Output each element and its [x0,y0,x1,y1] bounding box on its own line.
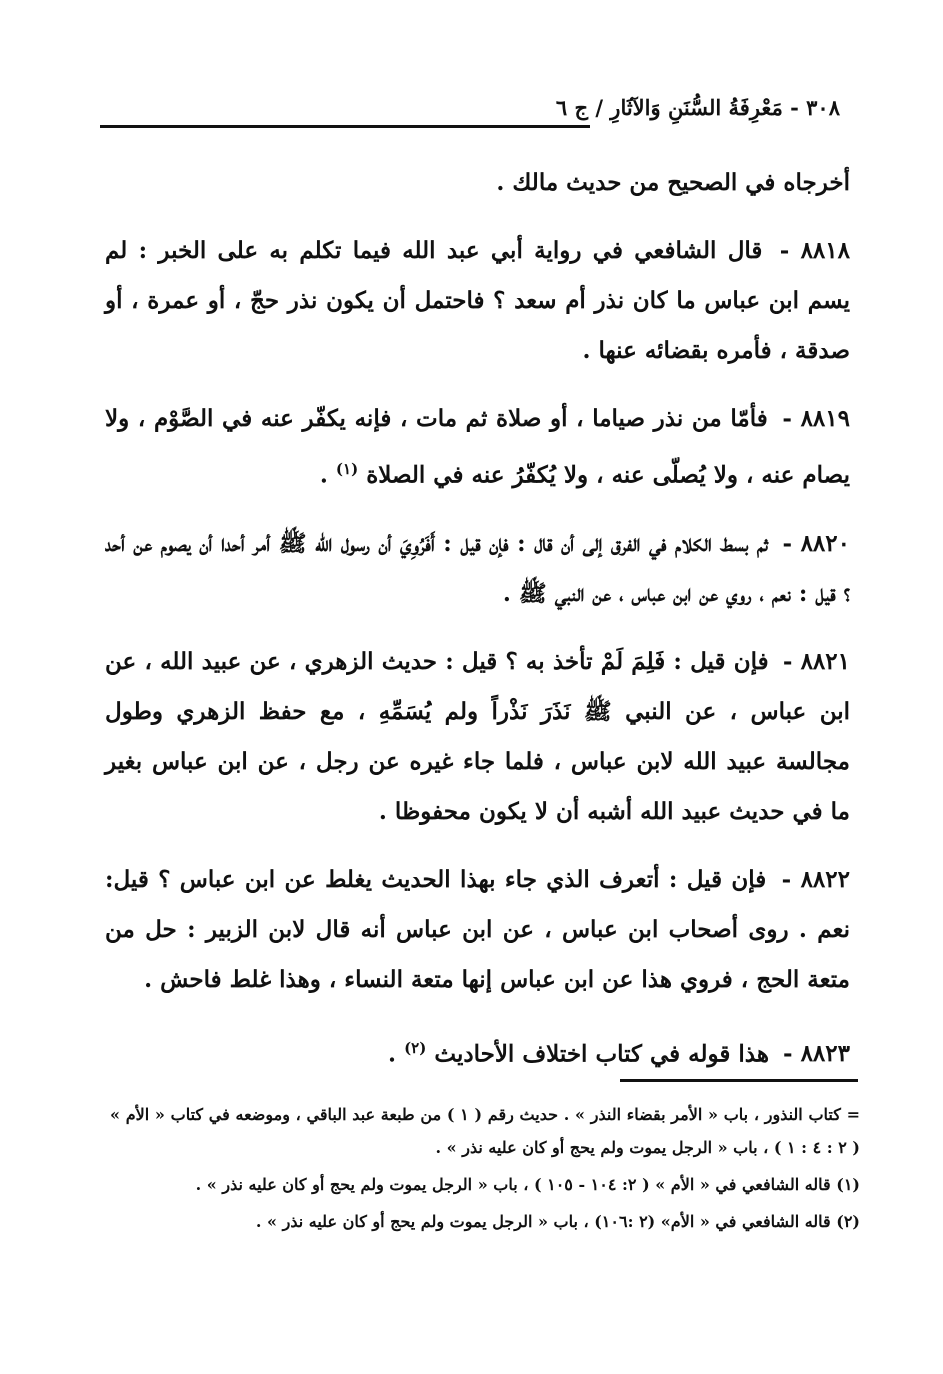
paragraph-number: ٨٨٢٣ - [783,1040,850,1068]
paragraph-number: ٨٨٢١ - [782,647,850,675]
paragraph-text: قال الشافعي في رواية أبي عبد الله فيما تكلم به على الخبر : لم يسم ابن عباس ما كان نذر أم سعد ؟ فاحتمل أن يكون نذر حجّ ، أو عمرة ، أو صدقة ، فأمره بقضائه عنها . [105,237,850,364]
intro-line: أخرجاه في الصحيح من حديث مالك . [496,169,850,196]
paragraph-8821 [105,637,850,837]
paragraph-text: هذا قوله في كتاب اختلاف الأحاديث [434,1040,769,1068]
paragraph-number: ٨٨٢٠ - [782,529,850,557]
footnotes [110,1098,860,1242]
paragraph-8820 [105,519,850,619]
running-title: ٣٠٨ - مَعْرِفَةُ السُّنَنِ وَالآثَارِ / ج ٦ [555,95,840,120]
footnote-2: (٢) قاله الشافعي في « الأم» (٢ :١٠٦) ، باب « الرجل يموت ولم يحج أو كان عليه نذر » . [255,1212,860,1231]
paragraph-end: . [388,1040,397,1068]
paragraph-number: ٨٨١٨ - [779,237,850,264]
footnote-marker[interactable]: (٢) [404,1038,427,1057]
paragraph-text: فأمّا من نذر صياما ، أو صلاة ثم مات ، فإنه يكفّر عنه في الصَّوْم ، ولا يصام عنه ، ولا يُصلّى عنه ، ولا يُكفّرُ عنه في الصلاة [105,405,850,489]
footnote-1: (١) قاله الشافعي في « الأم » ( ٢: ١٠٤ - ١٠٥ ) ، باب « الرجل يموت ولم يحج أو كان عليه نذر » . [195,1175,860,1194]
footnote-marker[interactable]: (١) [335,460,359,478]
footnote-rule [620,1079,858,1082]
page-header [100,95,840,125]
header-rule [100,125,590,128]
paragraph-text: فإن قيل : أتعرف الذي جاء بهذا الحديث يغلط عن ابن عباس ؟ قيل: نعم . روى أصحاب ابن عباس ، عن ابن عباس أنه قال لابن الزبير : حل من متعة الحج ، فروي هذا عن ابن عباس إنها متعة النساء ، وهذا غلط فاحش . [105,865,850,993]
paragraph-number: ٨٨٢٢ - [781,865,850,893]
paragraph-text: ثم بسط الكلام في الفرق إلى أن قال : فإن قيل : أَفَرُوِيَ أن رسول الله ﷺ أمر أحدا أن يصوم عن أحد ؟ قيل : نعم ، روي عن ابن عباس ، عن النبي ﷺ . [105,529,850,607]
paragraph-8818 [105,226,850,376]
paragraph-text: فإن قيل : فَلِمَ لَمْ تأخذ به ؟ قيل : حديث الزهري ، عن عبيد الله ، عن ابن عباس ، عن النبي ﷺ نَذَرَ نَذْراً ولم يُسَمِّهِ ، مع حفظ الزهري وطول مجالسة عبيد الله لابن عباس ، فلما جاء غيره عن رجل ، عن ابن عباس بغير ما في حديث عبيد الله أشبه أن لا يكون محفوظا . [105,647,850,825]
paragraph-8819 [105,394,850,501]
main-text [105,158,850,1097]
paragraph-8822 [105,855,850,1005]
footnote-continuation: = كتاب النذور ، باب « الأمر بقضاء النذر » . حديث رقم ( ١ ) من طبعة عبد الباقي ، وموضعه في كتاب « الأم » ( ٢ : ٤ : ١ ) ، باب « الرجل يموت ولم يحج أو كان عليه نذر » . [110,1105,860,1157]
paragraph-8823 [105,1023,850,1080]
paragraph-number: ٨٨١٩ - [782,405,850,432]
paragraph-end: . [319,461,328,489]
